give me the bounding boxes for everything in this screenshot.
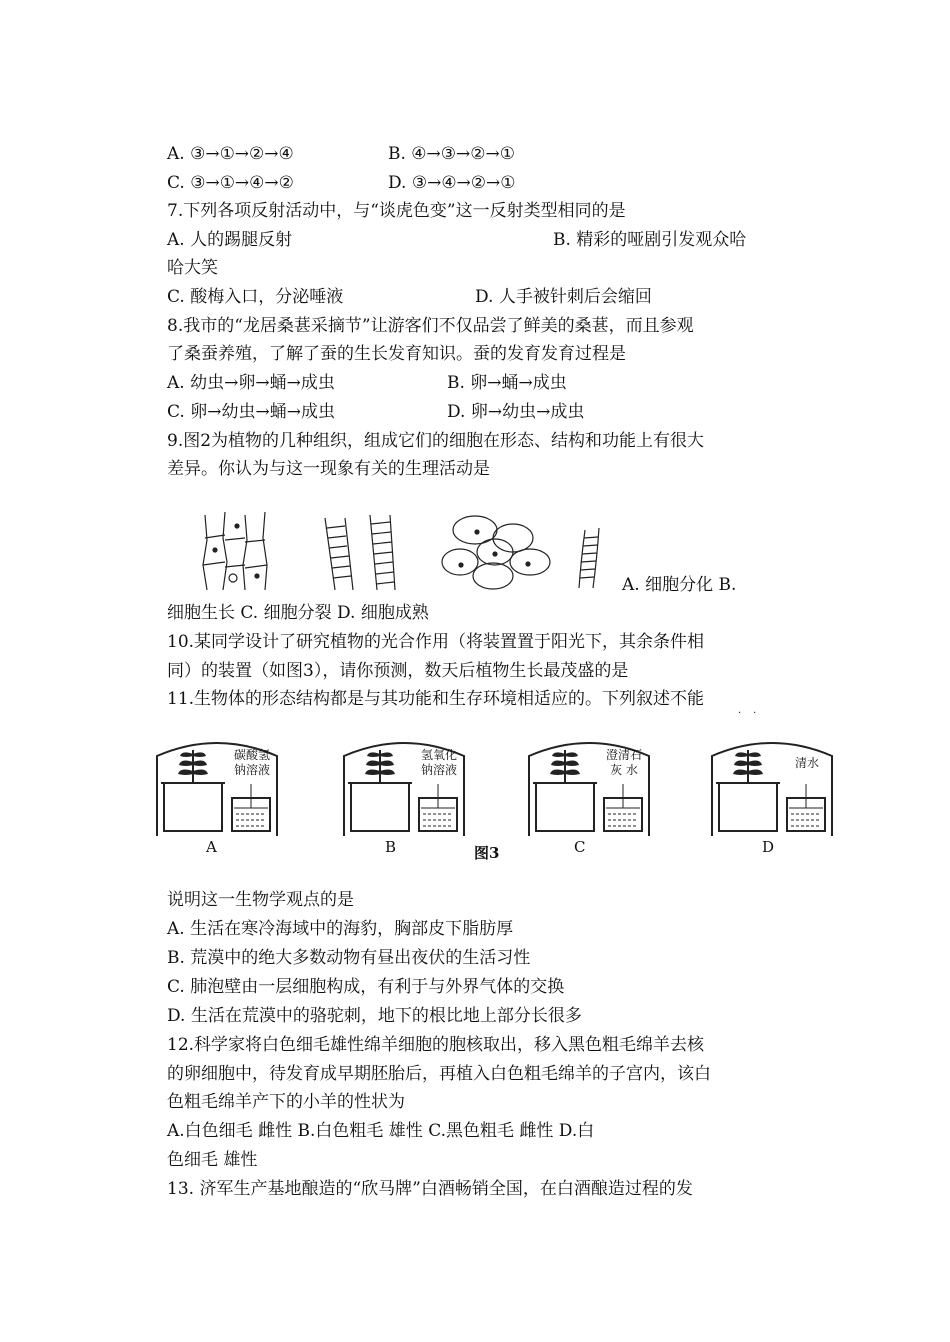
setup-c-solution-line1: 澄清石	[605, 748, 642, 762]
figure-2-plant-tissues	[195, 510, 615, 595]
setup-a-solution-line1: 碳酸氢	[233, 748, 270, 762]
q8-option-c: C. 卵→幼虫→蛹→成虫	[167, 402, 335, 422]
setup-b-solution-label	[417, 748, 461, 778]
tissue-2-drawing	[325, 515, 395, 590]
setup-a-solution-label	[230, 748, 274, 778]
q9-options-line2: 细胞生长 C. 细胞分裂 D. 细胞成熟	[167, 603, 429, 623]
q10-stem-line2: 同）的装置（如图3），请你预测，数天后植物生长最茂盛的是	[167, 661, 629, 681]
figure-3	[152, 738, 842, 862]
q9-options-inline: A. 细胞分化 B.	[622, 575, 737, 595]
q8-stem-line2: 了桑蚕养殖，了解了蚕的生长发育知识。蚕的发育发育过程是	[167, 344, 626, 364]
q12-stem-line2: 的卵细胞中，待发育成早期胚胎后，再植入白色粗毛绵羊的子宫内，该白	[167, 1064, 711, 1084]
setup-b-label: B	[385, 838, 397, 856]
q9-stem-line2: 差异。你认为与这一现象有关的生理活动是	[167, 459, 490, 479]
q12-options-line1: A.白色细毛 雌性 B.白色粗毛 雄性 C.黑色粗毛 雌性 D.白	[167, 1121, 595, 1141]
q8-option-a: A. 幼虫→卵→蛹→成虫	[167, 373, 335, 393]
setup-a-solution-line2: 钠溶液	[233, 763, 270, 777]
q7-option-a: A. 人的踢腿反射	[167, 230, 293, 250]
setup-d-apparatus	[707, 738, 837, 838]
tissue-4-drawing	[579, 528, 599, 588]
q10-stem-line1: 10.某同学设计了研究植物的光合作用（将装置置于阳光下，其余条件相	[167, 632, 705, 652]
q7-option-b: B. 精彩的哑剧引发观众哈	[553, 230, 747, 250]
q12-stem-line3: 色粗毛绵羊产下的小羊的性状为	[167, 1092, 405, 1112]
setup-c-label: C	[574, 838, 586, 856]
q12-stem-line1: 12.科学家将白色细毛雄性绵羊细胞的胞核取出，移入黑色粗毛绵羊去核	[167, 1035, 705, 1055]
q12-options-line2: 色细毛 雄性	[167, 1150, 258, 1170]
q8-option-d: D. 卵→幼虫→成虫	[447, 402, 585, 422]
emphasis-dots: ··	[738, 708, 769, 719]
q11-option-a: A. 生活在寒冷海域中的海豹，胸部皮下脂肪厚	[167, 919, 514, 939]
q11-option-b: B. 荒漠中的绝大多数动物有昼出夜伏的生活习性	[167, 948, 531, 968]
tissue-1-drawing	[203, 512, 267, 590]
setup-d-label: D	[762, 838, 775, 856]
q6-option-c: C. ③→①→④→②	[167, 173, 294, 193]
setup-d-solution-label	[785, 756, 829, 771]
q7-option-c: C. 酸梅入口，分泌唾液	[167, 287, 344, 307]
q11-option-c: C. 肺泡壁由一层细胞构成，有利于与外界气体的交换	[167, 977, 565, 997]
q6-option-d: D. ③→④→②→①	[388, 173, 516, 193]
q13-stem-line1: 13. 济军生产基地酿造的“欣马牌”白酒畅销全国，在白酒酿造过程的发	[167, 1179, 693, 1199]
setup-b-solution-line1: 氢氧化	[420, 748, 457, 762]
q8-option-b: B. 卵→蛹→成虫	[447, 373, 567, 393]
q8-stem-line1: 8.我市的“龙居桑葚采摘节”让游客们不仅品尝了鲜美的桑葚，而且参观	[167, 316, 694, 336]
q6-option-b: B. ④→③→②→①	[388, 144, 515, 164]
setup-c-solution-line2: 灰 水	[610, 763, 638, 777]
q11-stem-line2: 说明这一生物学观点的是	[167, 890, 354, 910]
q11-stem-line1: 11.生物体的形态结构都是与其功能和生存环境相适应的。下列叙述不能	[167, 689, 705, 709]
figure-3-caption: 图3	[474, 844, 500, 862]
tissue-3-drawing	[442, 516, 550, 589]
q7-stem: 7.下列各项反射活动中，与“谈虎色变”这一反射类型相同的是	[167, 201, 626, 221]
q7-option-d: D. 人手被针刺后会缩回	[475, 287, 652, 307]
setup-a-label: A	[206, 838, 217, 856]
setup-c-solution-label	[602, 748, 646, 778]
setup-b-solution-line2: 钠溶液	[420, 763, 457, 777]
q6-option-a: A. ③→①→②→④	[167, 144, 294, 164]
setup-d-solution-line1: 清水	[794, 756, 819, 770]
q7-option-b-cont: 哈大笑	[167, 258, 218, 278]
q11-option-d: D. 生活在荒漠中的骆驼刺，地下的根比地上部分长很多	[167, 1006, 582, 1026]
q9-stem-line1: 9.图2为植物的几种组织，组成它们的细胞在形态、结构和功能上有很大	[167, 431, 705, 451]
